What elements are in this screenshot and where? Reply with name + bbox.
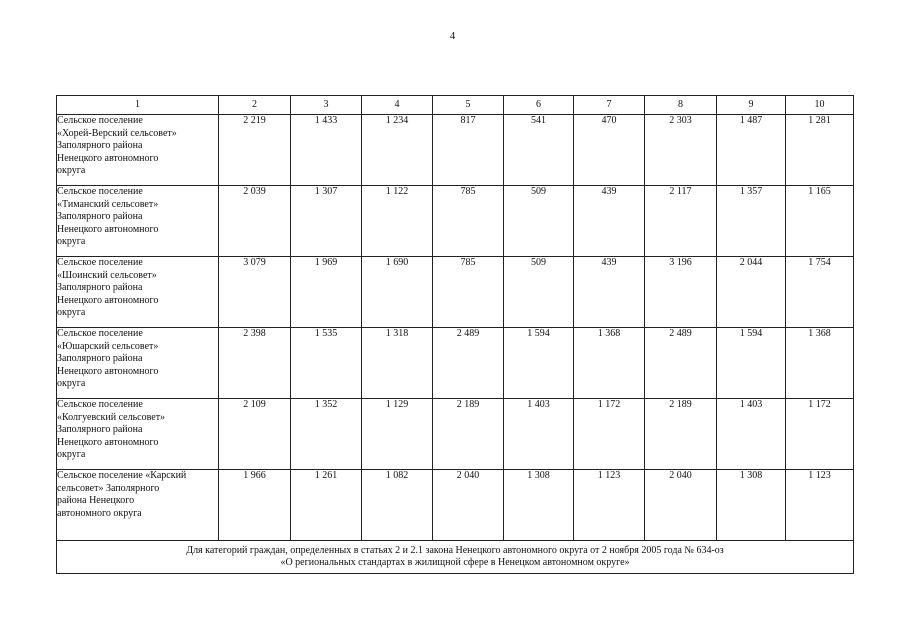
value-cell: 2 044 [717,257,786,328]
value-cell: 785 [433,186,504,257]
value-cell: 817 [433,115,504,186]
value-cell: 1 318 [362,328,433,399]
column-header: 3 [291,96,362,115]
value-cell: 2 109 [219,399,291,470]
column-header: 1 [57,96,219,115]
settlement-name-line: Заполярного района [57,282,143,293]
table-row [57,115,854,186]
value-cell: 439 [574,257,645,328]
settlement-name-line: Заполярного района [57,211,143,222]
column-header: 2 [219,96,291,115]
value-cell: 1 594 [504,328,574,399]
value-cell: 1 307 [291,186,362,257]
value-cell: 1 594 [717,328,786,399]
settlement-name-line: Сельское поселение [57,399,143,410]
value-cell: 439 [574,186,645,257]
column-header: 5 [433,96,504,115]
value-cell: 1 690 [362,257,433,328]
value-cell: 3 196 [645,257,717,328]
value-cell: 1 403 [717,399,786,470]
settlement-name-line: округа [57,449,86,460]
value-cell: 2 398 [219,328,291,399]
value-cell: 1 172 [574,399,645,470]
value-cell: 1 535 [291,328,362,399]
settlement-name-cell [57,257,219,328]
value-cell: 1 433 [291,115,362,186]
column-header: 4 [362,96,433,115]
value-cell: 1 969 [291,257,362,328]
value-cell: 1 281 [786,115,854,186]
value-cell: 1 966 [219,470,291,541]
value-cell: 2 189 [645,399,717,470]
value-cell: 470 [574,115,645,186]
value-cell: 1 357 [717,186,786,257]
settlement-name-line: «Шоинский сельсовет» [57,269,157,281]
settlement-name-line: Сельское поселение [57,186,143,197]
value-cell: 1 123 [786,470,854,541]
value-cell: 3 079 [219,257,291,328]
settlement-name-line: округа [57,378,86,389]
value-cell: 2 040 [645,470,717,541]
settlement-name-line: Ненецкого автономного [57,436,159,448]
value-cell: 2 117 [645,186,717,257]
value-cell: 1 261 [291,470,362,541]
settlement-name-cell [57,186,219,257]
value-cell: 509 [504,257,574,328]
value-cell: 509 [504,186,574,257]
settlement-name-cell [57,328,219,399]
settlement-name-line: Заполярного района [57,353,143,364]
value-cell: 1 122 [362,186,433,257]
table-row [57,257,854,328]
value-cell: 1 082 [362,470,433,541]
value-cell: 2 189 [433,399,504,470]
header-row [57,96,854,115]
value-cell: 1 308 [717,470,786,541]
settlement-name-line: Сельское поселение «Карский [57,470,187,481]
settlement-name-line: округа [57,165,86,176]
settlement-name-line: «Тиманский сельсовет» [57,198,159,210]
value-cell: 2 219 [219,115,291,186]
value-cell: 1 123 [574,470,645,541]
settlement-name-line: «Колгуевский сельсовет» [57,411,166,423]
table-row [57,399,854,470]
settlement-name-line: Заполярного района [57,140,143,151]
settlement-name-line: Сельское поселение [57,115,143,126]
column-header: 10 [786,96,854,115]
settlement-name-line: округа [57,236,86,247]
column-header: 6 [504,96,574,115]
value-cell: 1 368 [786,328,854,399]
footnote-row [57,541,854,574]
table-row [57,328,854,399]
column-header: 9 [717,96,786,115]
column-header: 8 [645,96,717,115]
footnote-cell [57,541,854,574]
settlement-name-line: Ненецкого автономного [57,294,159,306]
settlement-name-cell [57,399,219,470]
value-cell: 2 303 [645,115,717,186]
settlement-name-line: Ненецкого автономного [57,152,159,164]
settlement-name-line: Сельское поселение [57,257,143,268]
value-cell: 1 234 [362,115,433,186]
data-table [56,95,854,574]
value-cell: 1 403 [504,399,574,470]
value-cell: 1 165 [786,186,854,257]
value-cell: 2 039 [219,186,291,257]
value-cell: 1 172 [786,399,854,470]
settlement-name-line: автономного округа [57,507,142,519]
value-cell: 2 489 [645,328,717,399]
footnote-line: «О региональных стандартах в жилищной сфере в Ненецком автономном округе» [280,557,630,568]
page-number: 4 [449,30,456,42]
value-cell: 1 754 [786,257,854,328]
value-cell: 1 352 [291,399,362,470]
footnote-line: Для категорий граждан, определенных в статьях 2 и 2.1 закона Ненецкого автономного округа от 2 ноября 2005 года № 634-оз [186,544,724,556]
value-cell: 541 [504,115,574,186]
value-cell: 1 487 [717,115,786,186]
settlement-name-line: Ненецкого автономного [57,223,159,235]
settlement-name-line: района Ненецкого [57,495,135,506]
value-cell: 1 308 [504,470,574,541]
settlement-name-line: Сельское поселение [57,328,143,339]
column-header: 7 [574,96,645,115]
table-row [57,186,854,257]
value-cell: 1 129 [362,399,433,470]
settlement-name-line: Заполярного района [57,424,143,435]
settlement-name-line: «Хорей-Верский сельсовет» [57,127,177,139]
value-cell: 785 [433,257,504,328]
value-cell: 2 489 [433,328,504,399]
settlement-name-cell [57,115,219,186]
settlement-name-line: сельсовет» Заполярного [57,482,160,494]
value-cell: 2 040 [433,470,504,541]
table-row [57,470,854,541]
settlement-name-line: округа [57,307,86,318]
settlement-name-cell [57,470,219,541]
settlement-name-line: «Юшарский сельсовет» [57,340,159,352]
value-cell: 1 368 [574,328,645,399]
settlement-name-line: Ненецкого автономного [57,365,159,377]
